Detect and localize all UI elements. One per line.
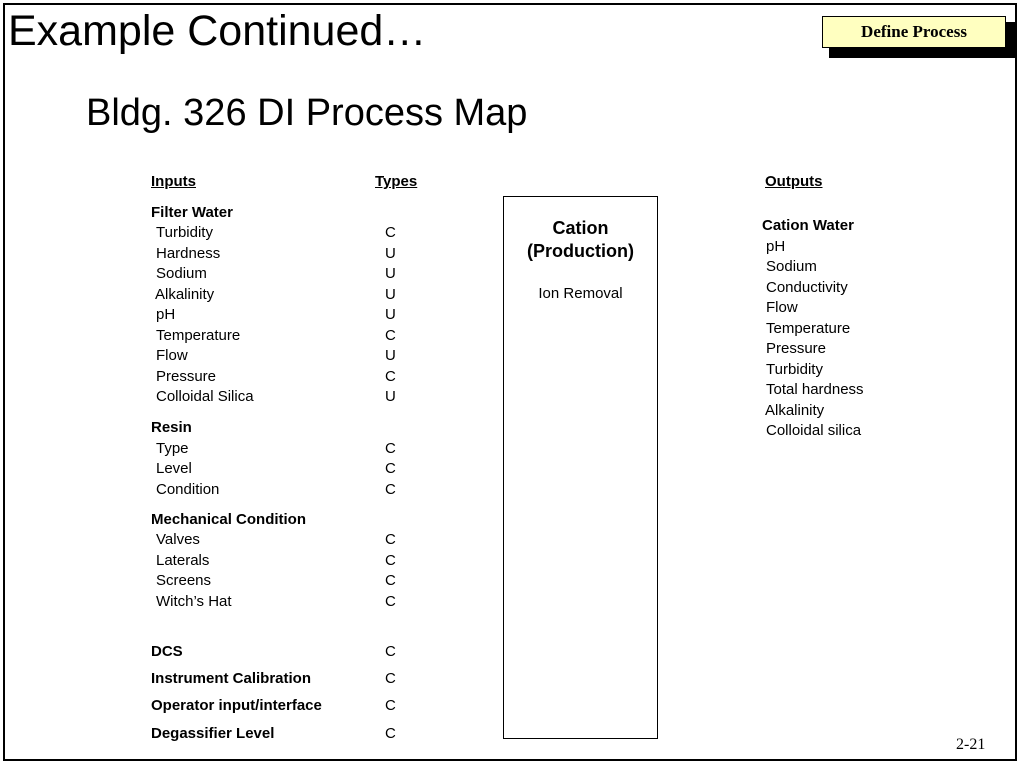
input-type: C <box>385 440 396 457</box>
input-item: Pressure <box>156 368 217 385</box>
input-item: Flow <box>156 347 188 364</box>
input-item: Witch’s Hat <box>156 593 232 610</box>
input-item: Condition <box>156 481 220 498</box>
input-type: U <box>385 347 396 364</box>
input-type: C <box>385 725 396 742</box>
define-process-badge: Define Process <box>822 16 1006 48</box>
input-type: C <box>385 643 396 660</box>
input-type: U <box>385 286 396 303</box>
output-group-name: Cation Water <box>762 217 854 234</box>
input-single-instrument-calibration: Instrument Calibration <box>151 670 312 687</box>
input-type: C <box>385 460 396 477</box>
page-number: 2-21 <box>956 736 986 753</box>
input-type: C <box>385 593 396 610</box>
types-header: Types <box>375 173 418 190</box>
output-item: pH <box>766 238 786 255</box>
group-name-filter-water: Filter Water <box>151 204 233 221</box>
input-single-dcs: DCS <box>151 643 183 660</box>
input-item: Hardness <box>156 245 221 262</box>
output-item: Pressure <box>766 340 827 357</box>
input-type: C <box>385 572 396 589</box>
input-type: C <box>385 224 396 241</box>
input-type: C <box>385 552 396 569</box>
process-title: Cation (Production) <box>527 218 634 261</box>
input-item: Valves <box>156 531 200 548</box>
outputs-header: Outputs <box>765 173 823 190</box>
input-item: Sodium <box>156 265 207 282</box>
output-item: Total hardness <box>766 381 864 398</box>
input-item: Laterals <box>156 552 210 569</box>
inputs-header: Inputs <box>151 173 196 190</box>
input-item: Level <box>156 460 192 477</box>
input-item: Screens <box>156 572 212 589</box>
input-item: Turbidity <box>156 224 213 241</box>
input-type: C <box>385 697 396 714</box>
input-type: C <box>385 670 396 687</box>
input-item: Temperature <box>156 327 241 344</box>
output-item: Alkalinity <box>765 402 825 419</box>
slide-title: Example Continued… <box>8 7 427 55</box>
output-item: Sodium <box>766 258 817 275</box>
input-type: C <box>385 327 396 344</box>
input-item: Alkalinity <box>155 286 215 303</box>
output-item: Temperature <box>766 320 851 337</box>
input-single-operator-interface: Operator input/interface <box>151 697 322 714</box>
input-type: U <box>385 306 396 323</box>
input-item: Type <box>156 440 189 457</box>
process-box <box>503 196 658 739</box>
output-item: Conductivity <box>766 279 848 296</box>
input-single-degassifier-level: Degassifier Level <box>151 725 275 742</box>
input-type: C <box>385 531 396 548</box>
output-item: Turbidity <box>766 361 823 378</box>
input-item: pH <box>156 306 176 323</box>
output-item: Flow <box>766 299 798 316</box>
input-type: U <box>385 388 396 405</box>
input-type: C <box>385 368 396 385</box>
slide-subtitle: Bldg. 326 DI Process Map <box>86 92 528 134</box>
input-type: U <box>385 265 396 282</box>
output-item: Colloidal silica <box>766 422 862 439</box>
group-name-resin: Resin <box>151 419 192 436</box>
input-item: Colloidal Silica <box>156 388 254 405</box>
process-step: Ion Removal <box>538 285 623 302</box>
input-type: U <box>385 245 396 262</box>
input-type: C <box>385 481 396 498</box>
group-name-mechanical-condition: Mechanical Condition <box>151 511 307 528</box>
